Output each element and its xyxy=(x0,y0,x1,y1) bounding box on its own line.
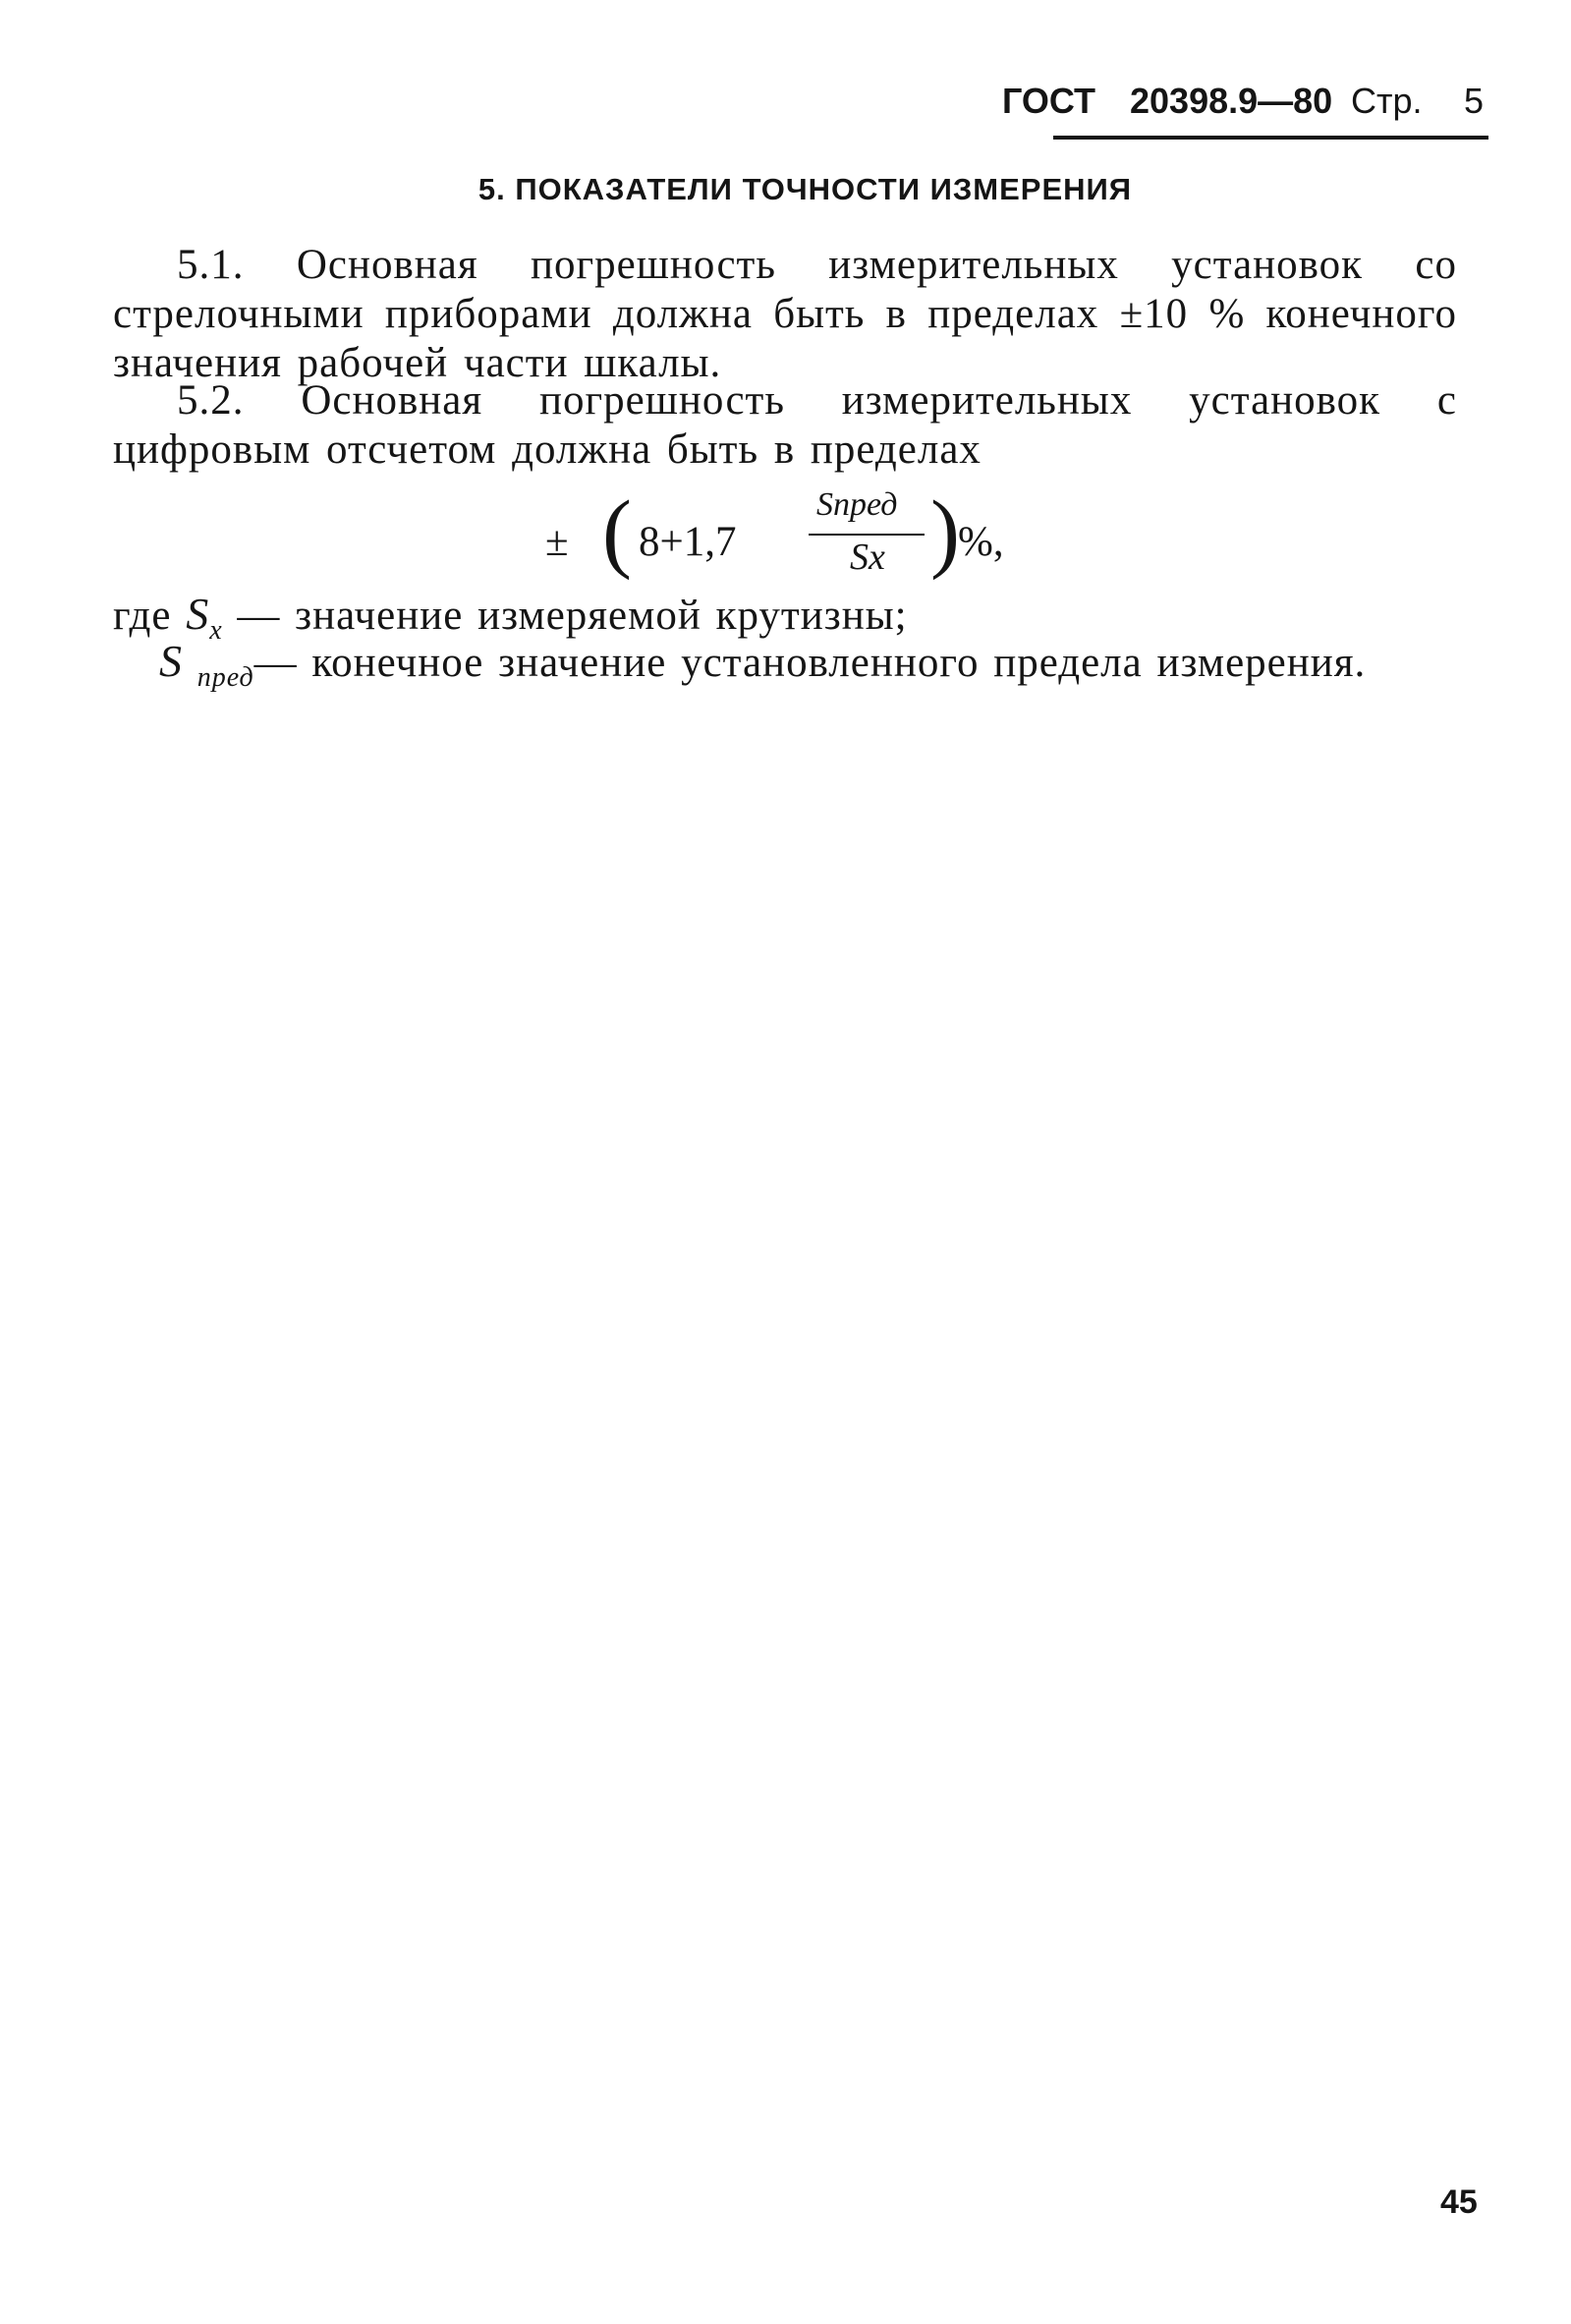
page-header xyxy=(1002,81,1488,140)
formula-percent: %, xyxy=(958,519,1004,565)
spred-subscript: пред xyxy=(196,662,254,693)
formula-left-paren: ( xyxy=(602,483,632,581)
formula-denominator: Sx xyxy=(850,537,885,578)
spred-definition-text: — конечное значение установленного предела измерения. xyxy=(253,640,1367,686)
formula-fraction xyxy=(809,486,928,585)
standard-number: 20398.9—80 xyxy=(1130,81,1333,121)
formula-right-paren: ) xyxy=(930,483,960,581)
where-word: где xyxy=(113,593,172,639)
error-formula xyxy=(545,483,1056,585)
paragraph-5-2-text: 5.2. Основная погрешность измерительных установок с цифровым отсчетом должна быть в пределах xyxy=(113,377,1457,473)
header-page-number: 5 xyxy=(1464,81,1485,121)
sx-definition-text: — значение измеряемой крутизны; xyxy=(222,593,908,639)
page-label: Стр. xyxy=(1351,81,1423,121)
section-title: 5. ПОКАЗАТЕЛИ ТОЧНОСТИ ИЗМЕРЕНИЯ xyxy=(477,172,1133,206)
sx-subscript: x xyxy=(209,615,223,646)
sx-symbol: S xyxy=(186,589,210,639)
paragraph-5-1 xyxy=(113,241,1457,388)
paragraph-5-1-text: 5.1. Основная погрешность измерительных установок со стрелочными приборами должна быть в пределах ±10 % конечного значения рабочей части шкалы. xyxy=(113,242,1457,386)
page-number: 45 xyxy=(1440,2183,1478,2221)
formula-numerator: Sпред xyxy=(816,486,898,523)
paragraph-5-2 xyxy=(113,376,1457,475)
definition-spred xyxy=(159,637,1366,693)
spred-symbol: S xyxy=(159,636,183,686)
formula-constant: 8+1,7 xyxy=(639,519,737,565)
header-rule xyxy=(1053,136,1488,140)
formula-plus-minus: ± xyxy=(545,519,569,565)
standard-code: ГОСТ xyxy=(1002,81,1096,121)
